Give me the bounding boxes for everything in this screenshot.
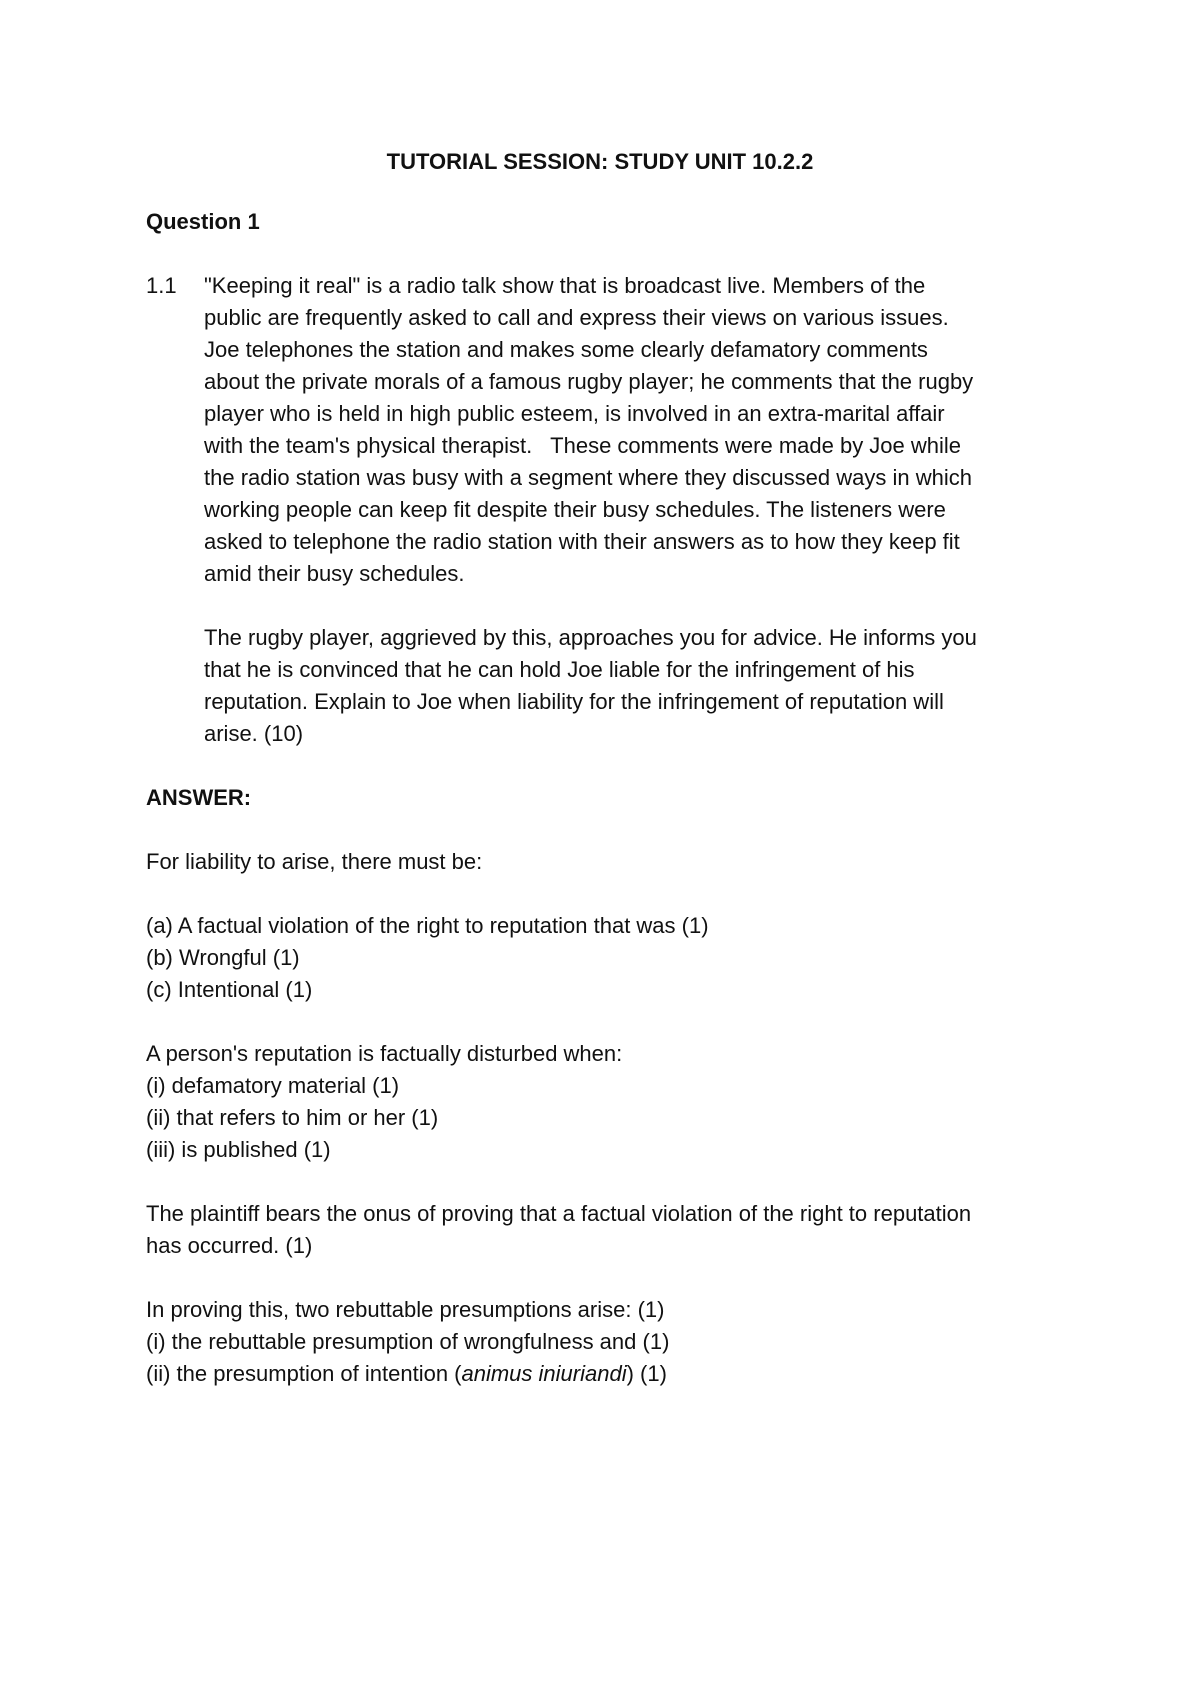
question-line: the radio station was busy with a segment where they discussed ways in which: [204, 465, 972, 490]
question-line: amid their busy schedules.: [204, 561, 465, 586]
question-line: working people can keep fit despite their busy schedules. The listeners were: [204, 497, 946, 522]
list-item: (b) Wrongful (1): [146, 945, 300, 970]
list-item: (c) Intentional (1): [146, 977, 313, 1002]
presumption-intro: In proving this, two rebuttable presumptions arise: (1): [146, 1297, 665, 1322]
question-line: The rugby player, aggrieved by this, approaches you for advice. He informs you: [204, 625, 977, 650]
document-title: TUTORIAL SESSION: STUDY UNIT 10.2.2: [386, 149, 814, 174]
question-line: "Keeping it real" is a radio talk show that is broadcast live. Members of the: [204, 273, 926, 298]
question-line: with the team's physical therapist. These comments were made by Joe while: [204, 433, 962, 458]
paragraph-line: has occurred. (1): [146, 1233, 313, 1258]
question-line: public are frequently asked to call and express their views on various issues.: [204, 305, 949, 330]
factual-intro: A person's reputation is factually disturbed when:: [146, 1041, 623, 1066]
presumption-item: [146, 1358, 667, 1390]
question-line: player who is held in high public esteem, is involved in an extra-marital affair: [204, 401, 945, 426]
paragraph-line: The plaintiff bears the onus of proving that a factual violation of the right to reputation: [146, 1201, 972, 1226]
list-item: (a) A factual violation of the right to reputation that was (1): [146, 913, 709, 938]
question-line: asked to telephone the radio station with their answers as to how they keep fit: [204, 529, 960, 554]
question-heading: Question 1: [146, 209, 260, 234]
answer-intro: For liability to arise, there must be:: [146, 849, 483, 874]
answer-heading: ANSWER:: [146, 785, 252, 810]
presumption-text: (ii) the presumption of intention (: [146, 1361, 462, 1386]
question-line: that he is convinced that he can hold Joe liable for the infringement of his: [204, 657, 915, 682]
presumption-text: ) (1): [626, 1361, 667, 1386]
list-item: (iii) is published (1): [146, 1137, 331, 1162]
presumption-item: (i) the rebuttable presumption of wrongfulness and (1): [146, 1329, 670, 1354]
latin-term: animus iniuriandi: [461, 1361, 627, 1386]
question-line: arise. (10): [204, 721, 304, 746]
question-line: about the private morals of a famous rugby player; he comments that the rugby: [204, 369, 974, 394]
question-number: 1.1: [146, 273, 177, 298]
list-item: (i) defamatory material (1): [146, 1073, 400, 1098]
list-item: (ii) that refers to him or her (1): [146, 1105, 439, 1130]
question-line: Joe telephones the station and makes some clearly defamatory comments: [204, 337, 928, 362]
question-line: reputation. Explain to Joe when liability for the infringement of reputation will: [204, 689, 944, 714]
